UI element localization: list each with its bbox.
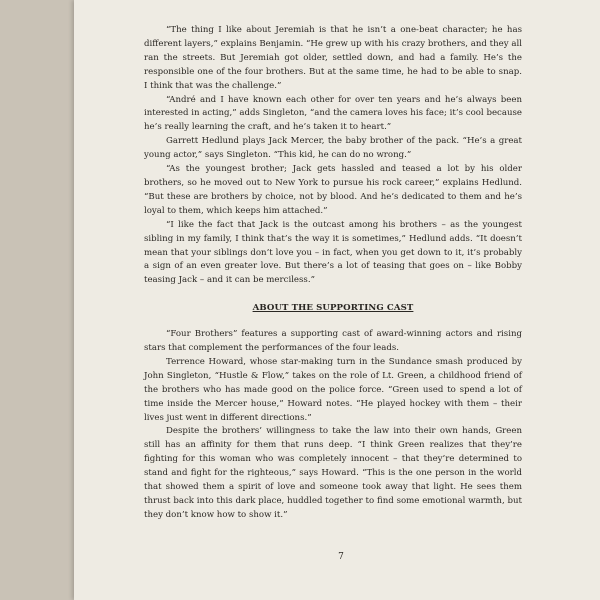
paragraph-youngest-brother: “As the youngest brother; Jack gets hassled and teased a lot by his older brothers, so he moved out to New York to pursue his rock career,” explains Hedlund. “But these are brothers by choice, not by blood. And he’s dedicated to them and he’s loyal to them, which keeps him attached.” [144,164,522,216]
paragraph-garrett-hedlund: Garrett Hedlund plays Jack Mercer, the baby brother of the pack. “He’s a great young actor,” says Singleton. “This kid, he can do no wrong.” [144,136,522,161]
paragraph-andre-singleton: “André and I have known each other for over ten years and he’s always been interested in acting,” adds Singleton, “and the camera loves his face; it’s cool because he’s really learning the craft, and he’s taken it to heart.” [144,94,522,133]
paragraph-green-affinity: Despite the brothers’ willingness to take the law into their own hands, Green still has an affinity for them that runs deep. “I think Green realizes that they’re fighting for this woman who was completely innocent – that they’re determined to stand and fight for the righteous,” says Howard. “This is the one person in the world that showed them a spirit of love and someone took away that light. He sees them thrust back into this dark place, huddled together to find some emotional warmth, but they don’t know how to show it.” [144,426,522,520]
page-number: 7 [338,552,344,562]
paragraph-jack-outcast: “I like the fact that Jack is the outcast among his brothers – as the youngest sibling in my family, I think that’s the way it is sometimes,” Hedlund adds. “It doesn’t mean that your siblings don’t love you – in fact, when you get down to it, it’s probably a sign of an even greater love. But there’s a lot of teasing that goes on – like Bobby teasing Jack – and it can be merciless.” [144,219,522,286]
document-page [74,0,600,600]
paragraph-terrence-howard: Terrence Howard, whose star-making turn in the Sundance smash produced by John Singleton, “Hustle & Flow,” takes on the role of Lt. Green, a childhood friend of the brothers who has made good on the police force. “Green used to spend a lot of time inside the Mercer house,” Howard notes. “He played hockey with them – their lives just went in different directions.” [144,356,522,423]
paragraph-supporting-cast-intro: “Four Brothers” features a supporting cast of award-winning actors and rising stars that complement the performances of the four leads. [144,329,522,354]
page-body [144,24,522,523]
paragraph-jeremiah-layers: “The thing I like about Jeremiah is that he isn’t a one-beat character; he has different layers,” explains Benjamin. “He grew up with his crazy brothers, and they all ran the streets. But Jeremiah got older, settled down, and had a family. He’s the responsible one of the four brothers. But at the same time, he had to be able to snap. I think that was the challenge.” [144,25,522,91]
section-heading: ABOUT THE SUPPORTING CAST [252,303,414,314]
